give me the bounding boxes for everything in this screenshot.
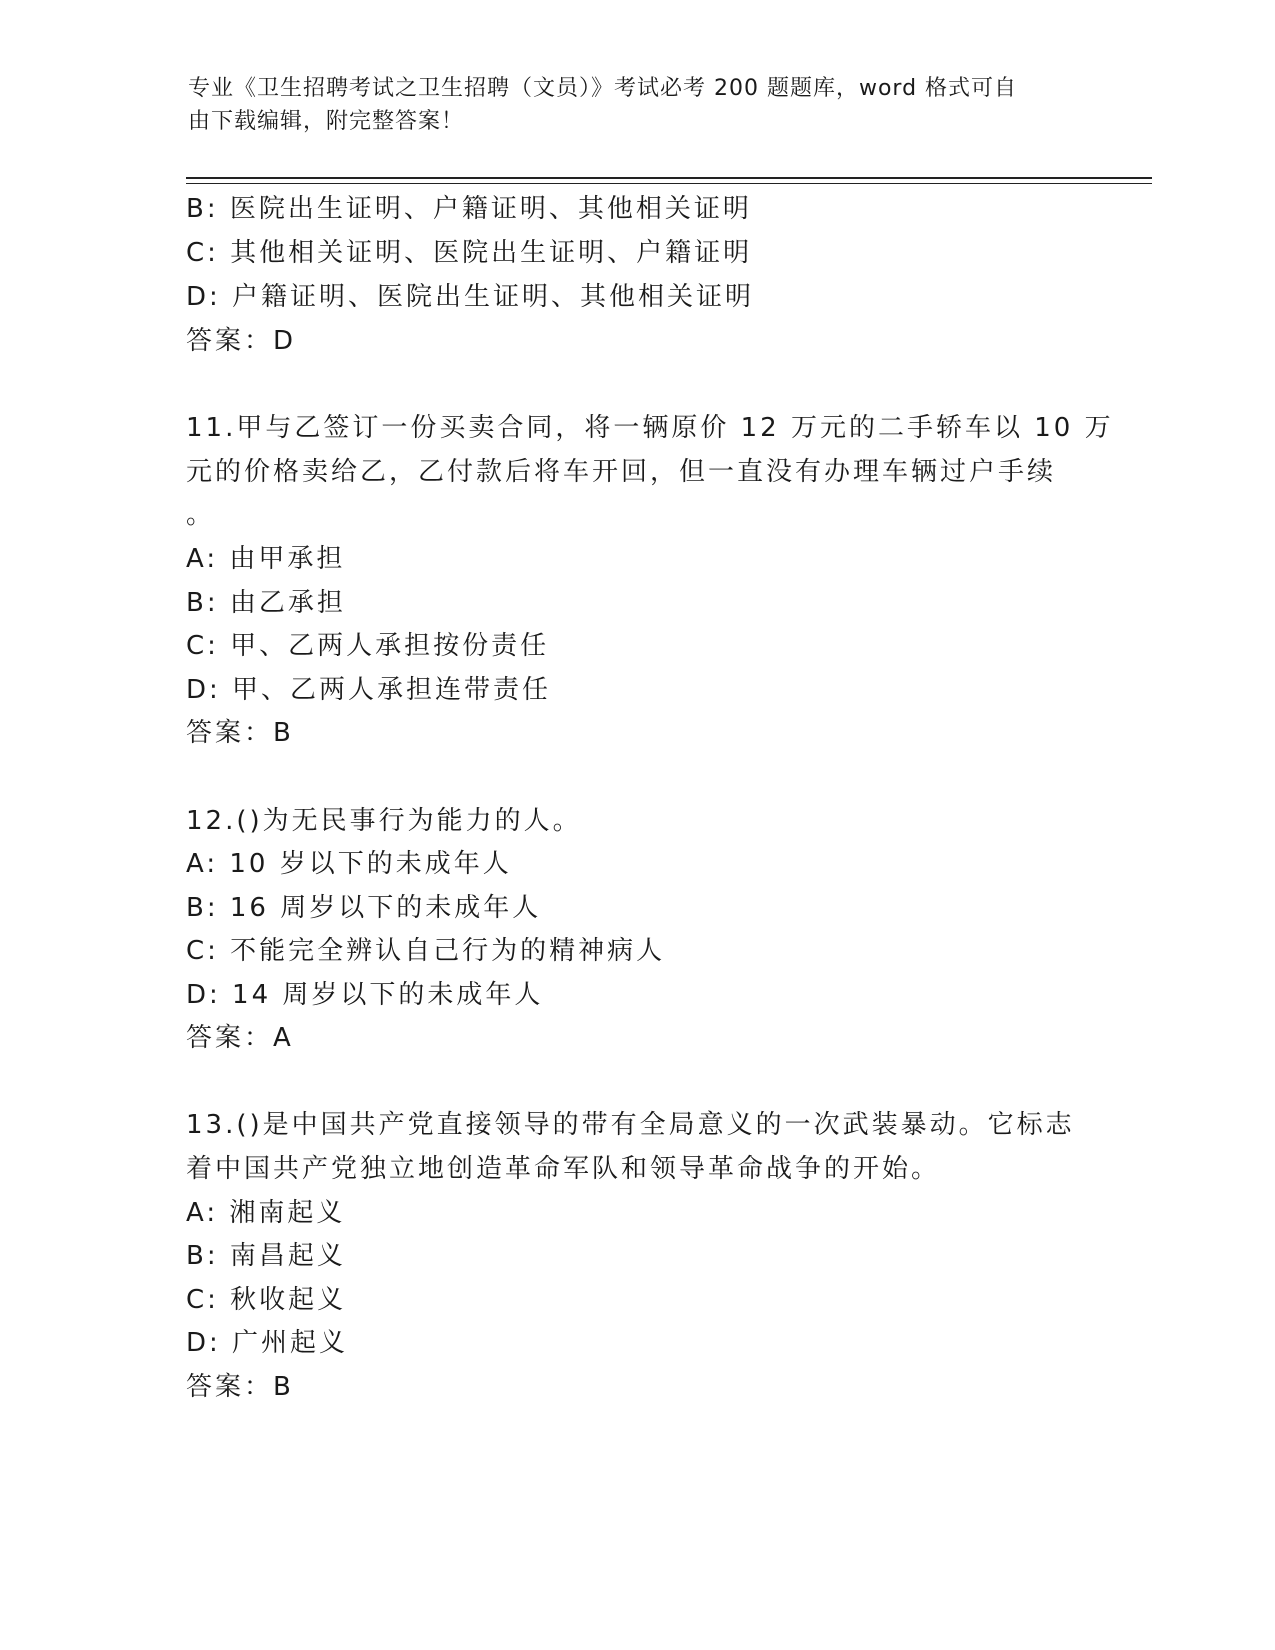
- q11-option-a: A: 由甲承担: [186, 544, 346, 574]
- q12-option-c: C: 不能完全辨认自己行为的精神病人: [186, 936, 666, 966]
- prev-answer: 答案：D: [186, 326, 297, 356]
- q13-stem-line-1: 13.()是中国共产党直接领导的带有全局意义的一次武装暴动。它标志: [186, 1110, 1075, 1140]
- q12-option-a: A: 10 岁以下的未成年人: [186, 849, 512, 879]
- q11-stem-line-3: 。: [186, 500, 216, 530]
- prev-option-d: D: 户籍证明、医院出生证明、其他相关证明: [186, 282, 755, 312]
- header-rule-thin: [186, 183, 1152, 184]
- q11-answer: 答案：B: [186, 718, 294, 748]
- header-line-2: 由下载编辑，附完整答案！: [188, 109, 465, 134]
- header-line-1: 专业《卫生招聘考试之卫生招聘（文员）》考试必考 200 题题库，word 格式可自: [188, 76, 1018, 101]
- q11-stem-line-2: 元的价格卖给乙，乙付款后将车开回，但一直没有办理车辆过户手续: [186, 457, 1057, 487]
- q12-stem-line-1: 12.()为无民事行为能力的人。: [186, 806, 582, 836]
- q13-option-b: B: 南昌起义: [186, 1241, 346, 1271]
- q13-option-a: A: 湘南起义: [186, 1198, 346, 1228]
- q11-option-b: B: 由乙承担: [186, 588, 346, 618]
- prev-option-b: B: 医院出生证明、户籍证明、其他相关证明: [186, 194, 752, 224]
- q13-answer: 答案：B: [186, 1372, 294, 1402]
- prev-option-c: C: 其他相关证明、医院出生证明、户籍证明: [186, 238, 753, 268]
- q11-option-c: C: 甲、乙两人承担按份责任: [186, 631, 550, 661]
- q12-answer: 答案：A: [186, 1023, 294, 1053]
- q12-option-d: D: 14 周岁以下的未成年人: [186, 980, 544, 1010]
- q11-option-d: D: 甲、乙两人承担连带责任: [186, 675, 552, 705]
- document-header: [188, 72, 1068, 138]
- q11-stem-line-1: 11.甲与乙签订一份买卖合同，将一辆原价 12 万元的二手轿车以 10 万: [186, 413, 1114, 443]
- header-rule-thick: [186, 177, 1152, 179]
- q12-option-b: B: 16 周岁以下的未成年人: [186, 893, 542, 923]
- q13-option-c: C: 秋收起义: [186, 1285, 347, 1315]
- q13-option-d: D: 广州起义: [186, 1328, 349, 1358]
- q13-stem-line-2: 着中国共产党独立地创造革命军队和领导革命战争的开始。: [186, 1154, 941, 1184]
